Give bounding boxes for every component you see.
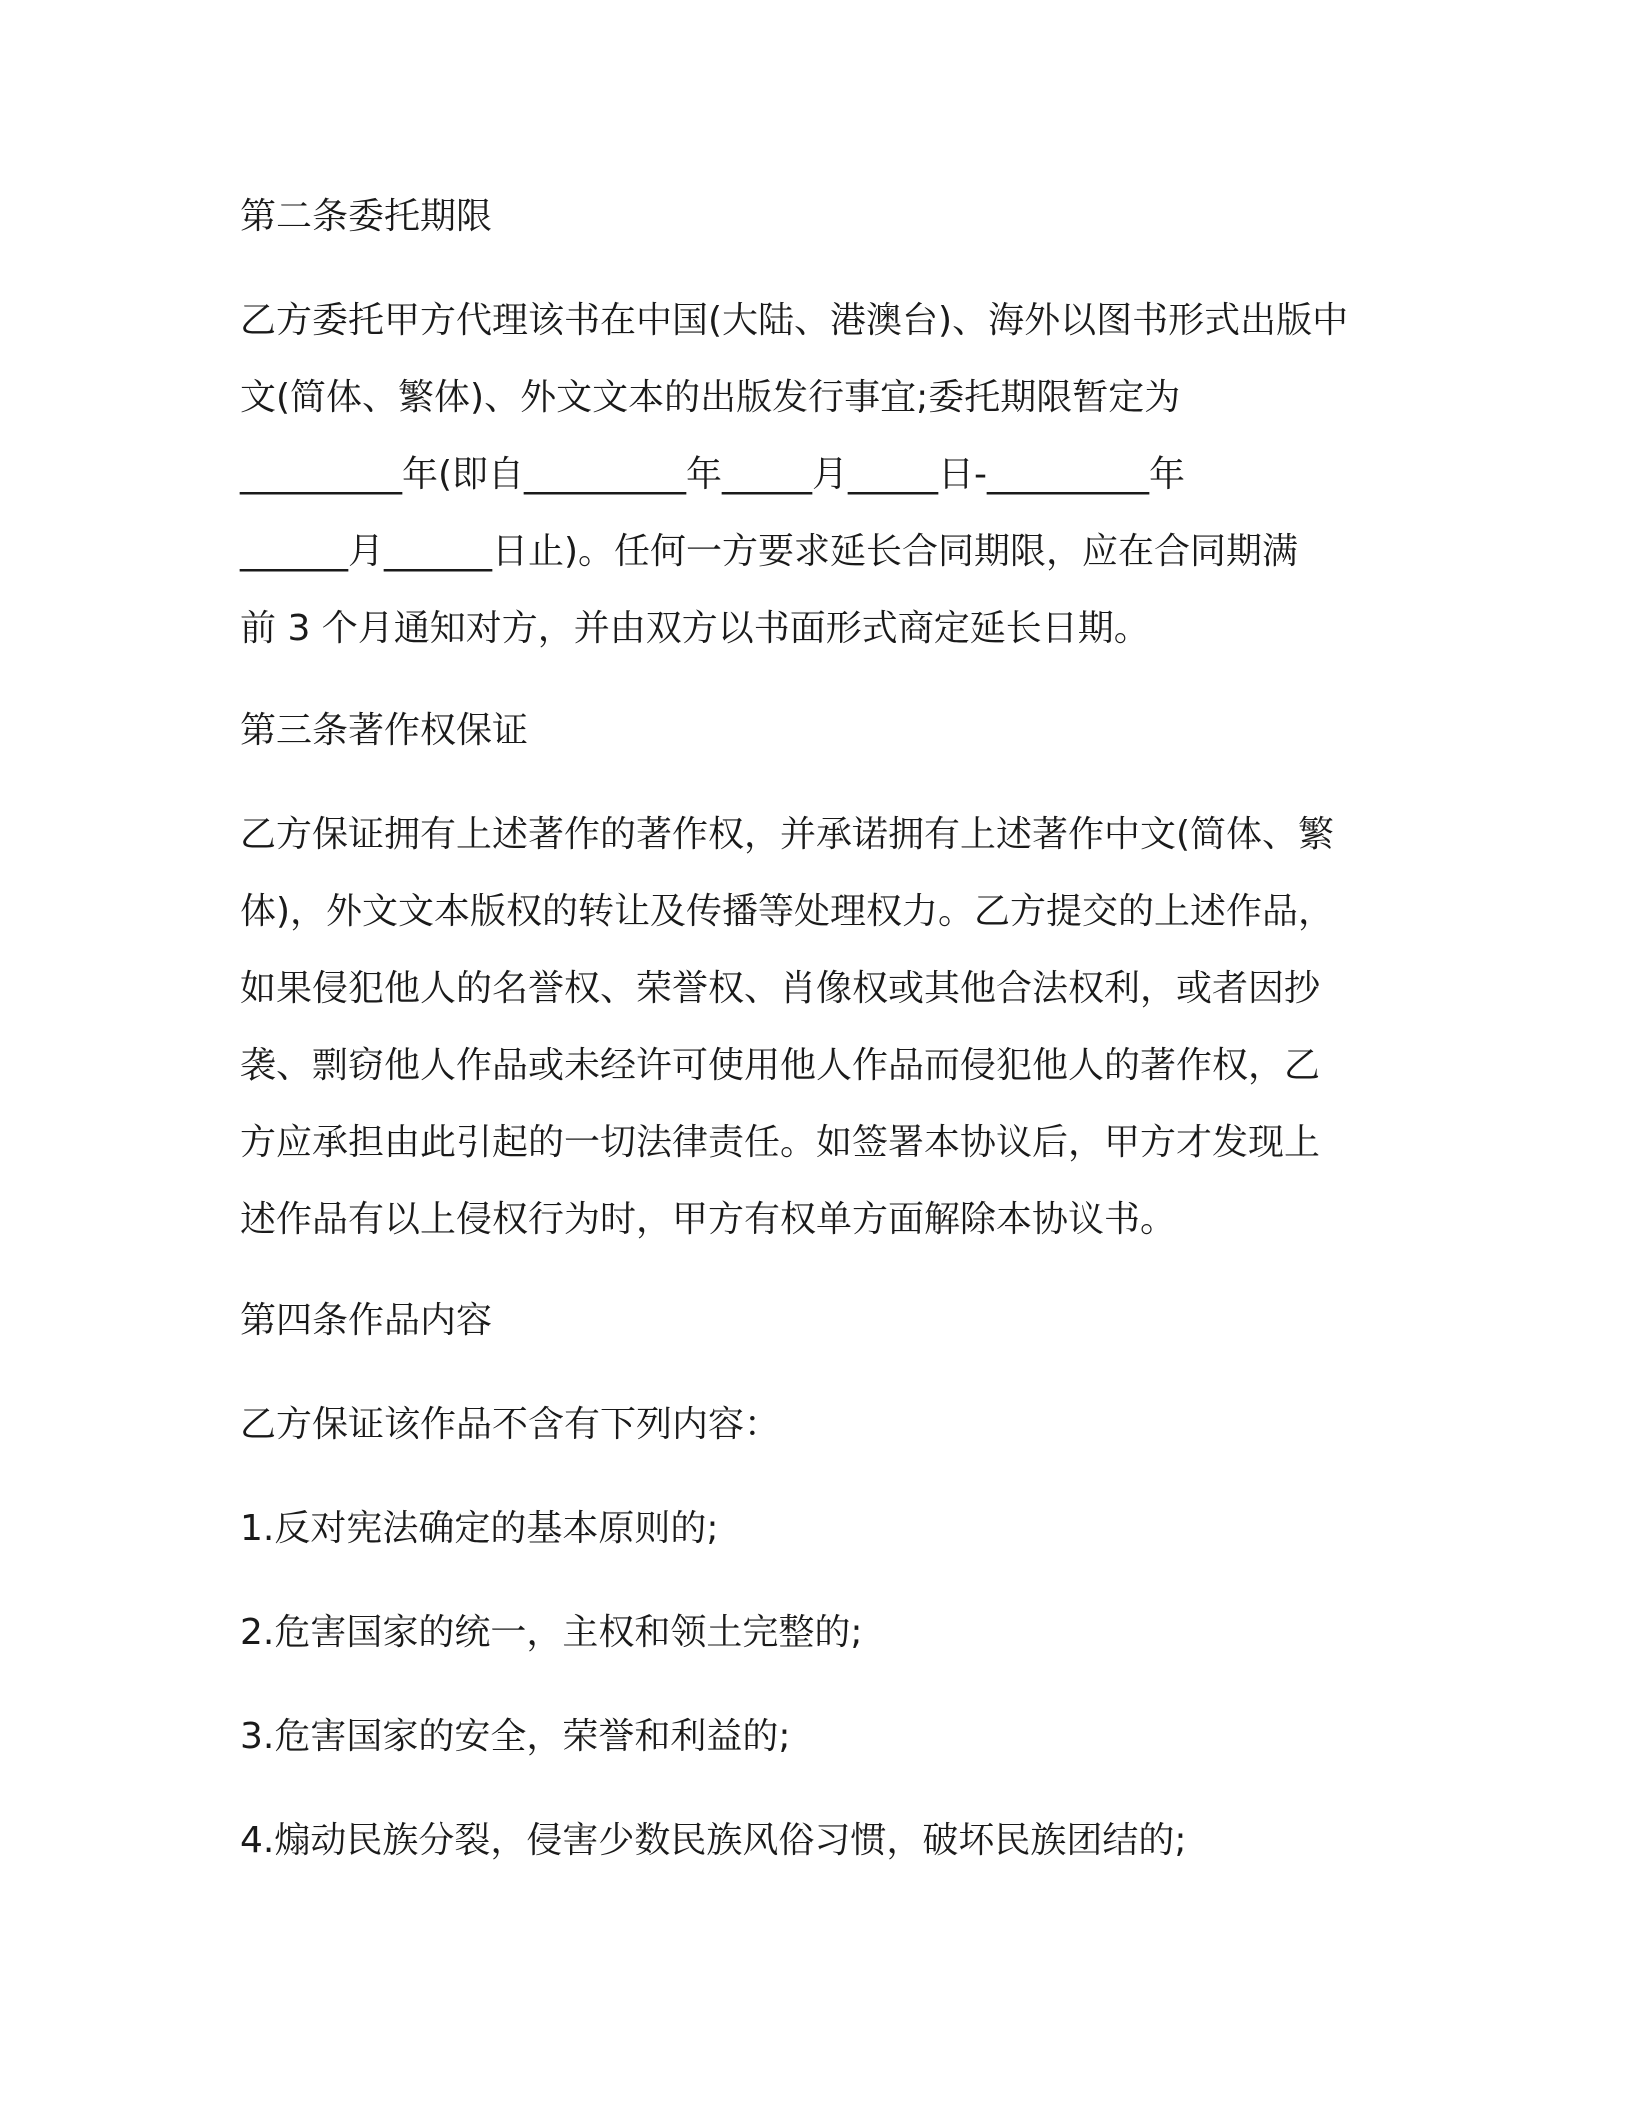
article-4-intro: 乙方保证该作品不含有下列内容： — [240, 1404, 781, 1445]
article-4-heading: 第四条作品内容 — [240, 1300, 493, 1341]
paragraph-line: 乙方保证拥有上述著作的著作权，并承诺拥有上述著作中文(简体、繁 — [240, 814, 1335, 855]
paragraph-line: ______月______日止)。任何一方要求延长合同期限，应在合同期满 — [240, 531, 1299, 572]
paragraph-line: _________年(即自_________年_____月_____日-_________年 — [240, 454, 1186, 495]
paragraph-line: 文(简体、繁体)、外文文本的出版发行事宜;委托期限暂定为 — [240, 377, 1181, 418]
list-item: 3.危害国家的安全，荣誉和利益的; — [240, 1716, 791, 1757]
paragraph-line: 体)，外文文本版权的转让及传播等处理权力。乙方提交的上述作品， — [240, 891, 1335, 932]
paragraph-line: 述作品有以上侵权行为时，甲方有权单方面解除本协议书。 — [240, 1199, 1177, 1240]
paragraph-line: 乙方委托甲方代理该书在中国(大陆、港澳台)、海外以图书形式出版中 — [240, 300, 1349, 341]
list-item: 4.煽动民族分裂，侵害少数民族风俗习惯，破坏民族团结的; — [240, 1820, 1187, 1861]
list-item: 1.反对宪法确定的基本原则的; — [240, 1508, 719, 1549]
article-2-heading: 第二条委托期限 — [240, 196, 493, 237]
article-2-paragraph — [240, 282, 1400, 667]
paragraph-line: 前 3 个月通知对方，并由双方以书面形式商定延长日期。 — [240, 608, 1150, 649]
paragraph-line: 方应承担由此引起的一切法律责任。如签署本协议后，甲方才发现上 — [240, 1122, 1321, 1163]
article-3-paragraph — [240, 796, 1400, 1258]
paragraph-line: 如果侵犯他人的名誉权、荣誉权、肖像权或其他合法权利，或者因抄 — [240, 968, 1321, 1009]
list-item: 2.危害国家的统一，主权和领土完整的; — [240, 1612, 863, 1653]
article-3-heading: 第三条著作权保证 — [240, 710, 529, 751]
paragraph-line: 袭、剽窃他人作品或未经许可使用他人作品而侵犯他人的著作权，乙 — [240, 1045, 1321, 1086]
